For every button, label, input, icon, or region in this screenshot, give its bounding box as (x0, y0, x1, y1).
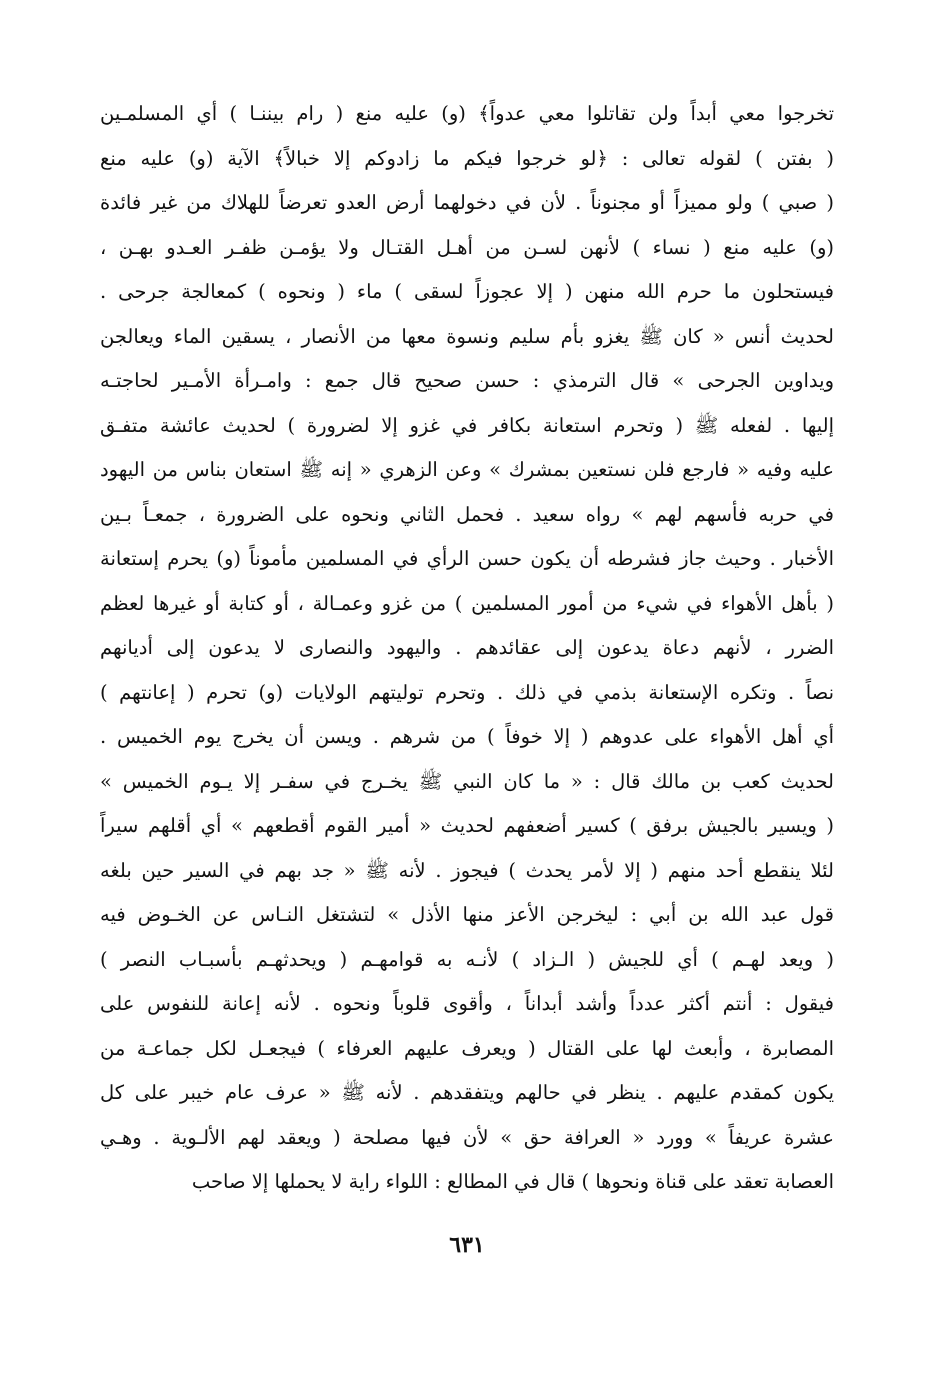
text-line: في حربه فأسهم لهم » رواه سعيد . فحمل الثاني ونحوه على الضرورة ، جمعـاً بـين (100, 502, 834, 526)
text-line: لحديث أنس « كان ﷺ يغزو بأم سليم ونسوة معها من الأنصار ، يسقين الماء ويعالجن (100, 324, 834, 348)
text-line: عشرة عريفاً » وورد « العرافة حق » لأن فيها مصلحة ( ويعقد لهم الألـوية . وهـي (100, 1125, 834, 1149)
text-line: إليها . لفعله ﷺ ( وتحرم استعانة بكافر في غزو إلا لضرورة ) لحديث عائشة متفـق (100, 413, 834, 437)
text-line: يكون كمقدم عليهم . ينظر في حالهم ويتفقدهم . لأنه ﷺ « عرف عام خيبر على كل (100, 1081, 834, 1104)
text-line: (و) عليه منع ( نساء ) لأنهن لسـن من أهـل القتـال ولا يؤمـن ظفـر العـدو بهـن ، (100, 235, 834, 259)
text-line: عليه وفيه « فارجع فلن نستعين بمشرك » وعن الزهري « إنه ﷺ استعان بناس من اليهود (100, 458, 834, 481)
text-line: ( ويسير بالجيش برفق ) كسير أضعفهم لحديث « أمير القوم أقطعهم » أي أقلهم سيراً (100, 814, 834, 837)
text-line: ( بفتن ) لقوله تعالى : ﴿لو خرجوا فيكم ما زادوكم إلا خبالاً﴾ الآية (و) عليه منع (100, 146, 834, 170)
page-number: ٦٣١ (449, 1232, 485, 1258)
text-line: ( ويعد لهـم ) أي للجيش ( الـزاد ) لأنـه به قوامهـم ( ويحدثهـم بأسبـاب النصر ) (100, 947, 834, 971)
text-line: فيقول : أنتم أكثر عدداً وأشد أبداناً ، وأقوى قلوباً ونحوه . لأنه إعانة للنفوس على (100, 992, 834, 1015)
text-line: لئلا ينقطع أحد منهم ( إلا لأمر يحدث ) فيجوز . لأنه ﷺ « جد بهم في السير حين بلغه (100, 858, 834, 882)
text-line: فيستحلون ما حرم الله منهن ( إلا عجوزاً لسقى ) ماء ( ونحوه ) كمعالجة جرحى . (100, 280, 834, 303)
text-line: المصابرة ، وأبعث لها على القتال ( ويعرف عليهم العرفاء ) فيجعـل لكل جماعـة من (100, 1036, 834, 1060)
text-line: الضرر ، لأنهم دعاة يدعون إلى عقائدهم . واليهود والنصارى لا يدعون إلى أديانهم (100, 636, 834, 659)
text-line: أي أهل الأهواء على عدوهم ( إلا خوفاً ) من شرهم . ويسن أن يخرج يوم الخميس . (100, 725, 834, 748)
text-line: ( بأهل الأهواء في شيء من أمور المسلمين ) من غزو وعمـالة ، أو كتابة أو غيرها لعظم (100, 591, 834, 615)
text-line: قول عبد الله بن أبي : ليخرجن الأعز منها الأذل » لتشتغل النـاس عن الخـوض فيه (100, 903, 834, 926)
text-body (100, 92, 834, 1205)
text-line: ويداوين الجرحى » قال الترمذي : حسن صحيح قال جمع : وامـرأة الأمـير لحاجتـه (100, 369, 834, 392)
text-line: لحديث كعب بن مالك قال : « ما كان النبي ﷺ يخـرج في سفـر إلا يـوم الخميس » (100, 769, 834, 793)
text-line: الأخبار . وحيث جاز فشرطه أن يكون حسن الرأي في المسلمين مأموناً (و) يحرم إستعانة (100, 547, 834, 570)
text-line: ( صبي ) ولو مميزاً أو مجنوناً . لأن في دخولهما أرض العدو تعرضاً للهلاك من غير فائدة (100, 191, 834, 214)
text-line: نصاً . وتكره الإستعانة بذمي في ذلك . وتحرم توليتهم الولايات (و) تحرم ( إعانتهم ) (100, 680, 834, 704)
text-line: تخرجوا معي أبداً ولن تقاتلوا معي عدواً﴾ (و) عليه منع ( رام بيننـا ) أي المسلمـين (100, 102, 834, 125)
text-line: العصابة تعقد على قناة ونحوها ) قال في المطالع : اللواء راية لا يحملها إلا صاحب (191, 1170, 834, 1193)
